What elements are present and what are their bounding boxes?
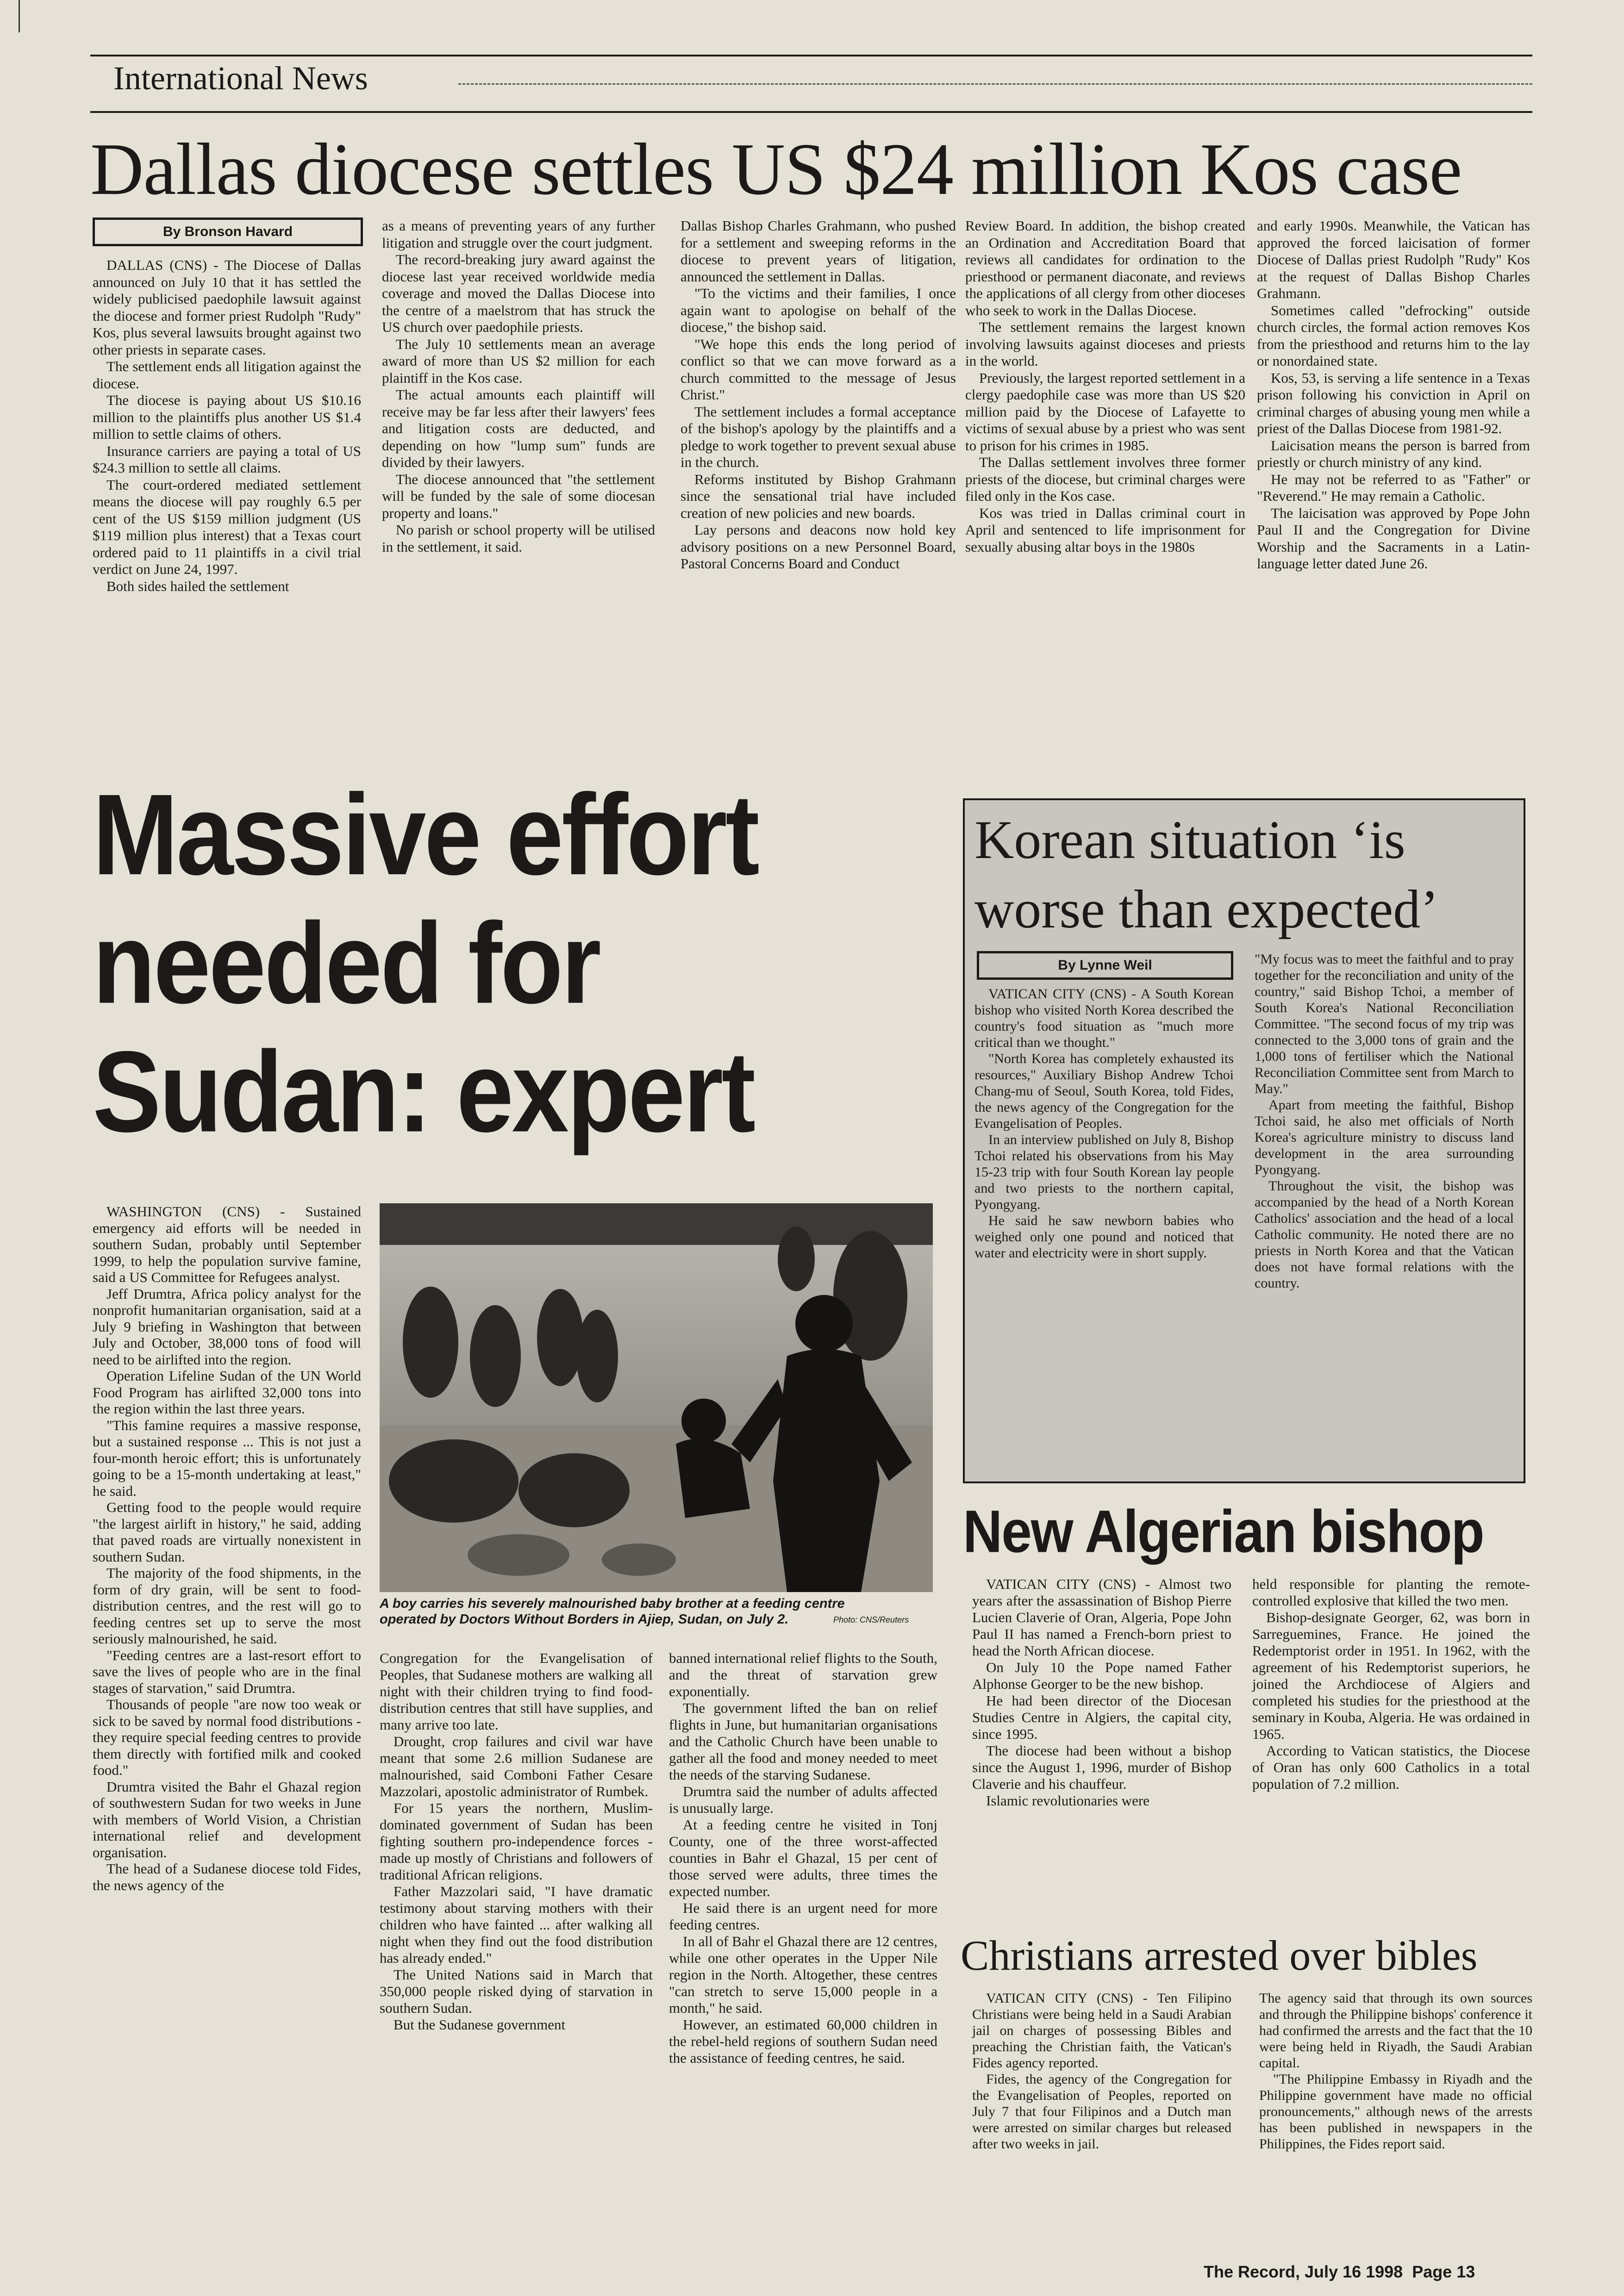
sudan-headline-line-3: Sudan: expert [93,1027,754,1157]
paragraph: Fides, the agency of the Congregation for the Evangelisation of Peoples, reported on July 7 that four Filipinos and a Dutch man were arrested on similar charges but released after two weeks in jail. [972,2072,1231,2152]
fold-mark [0,0,20,32]
paragraph: Thousands of people "are now too weak or sick to be saved by normal food distributions - they require special feeding centres to provide them directly with fortified milk and cooked food." [93,1696,361,1778]
paragraph: Operation Lifeline Sudan of the UN World Food Program has airlifted 32,000 tons into the region within the last three years. [93,1368,361,1417]
paragraph: WASHINGTON (CNS) - Sustained emergency aid efforts will be needed in southern Sudan, probably until September 1999, to help the population survive famine, said a US Committee for Refugees analyst. [93,1203,361,1285]
korea-column-1 [974,986,1234,1261]
paragraph: "We hope this ends the long period of conflict so that we can move forward as a church committed to the message of Jesus Christ." [681,336,956,403]
paragraph: But the Sudanese government [394,2016,566,2033]
paragraph: Getting food to the people would require "the largest airlift in history," he said, adding that paved roads are virtually nonexistent in southern Sudan. [93,1499,361,1565]
algeria-column-1 [972,1576,1231,1809]
bibles-column-1 [972,1990,1231,2152]
kos-column-5 [1257,218,1530,572]
paragraph: On July 10 the Pope named Father Alphonse Georger to be the new bishop. [972,1659,1231,1692]
kos-column-3 [681,218,956,572]
paragraph: "My focus was to meet the faithful and to pray together for the reconciliation and unity of the country," said Bishop Tchoi, a member of South Korea's National Reconciliation Committee. "The second focus of my trip was connected to the 3,000 tons of grain and the 1,000 tons of fertiliser which the National Reconciliation Committee sent from March to May." [1255,952,1514,1096]
paragraph: Insurance carriers are paying a total of US $24.3 million to settle all claims. [93,442,361,476]
korea-headline [974,805,1521,944]
paragraph: DALLAS (CNS) - The Diocese of Dallas announced on July 10 that it has settled the widely publicised paedophile lawsuit against the diocese and former priest Rudolph "Rudy" Kos, plus several lawsuits brought against two other priests in separate cases. [93,257,361,358]
section-dashed-rule [458,83,1532,85]
kos-byline: By Bronson Havard [93,218,363,246]
paragraph: Both sides hailed the settlement [106,578,289,594]
paragraph: Jeff Drumtra, Africa policy analyst for the nonprofit humanitarian organisation, said at a July 9 briefing in Washington that between July and October, 38,000 tons of food will need to be airlifted into the region. [93,1285,361,1368]
paragraph: The actual amounts each plaintiff will receive may be far less after their lawyers' fees and litigation costs are deducted, and depending on how "lump sum" funds are divided by their lawyers. [382,386,655,470]
paragraph: At a feeding centre he visited in Tonj County, one of the three worst-affected counties in Bahr el Ghazal, 15 per cent of those served were adults, three times the expected number. [669,1817,937,1899]
paragraph: The court-ordered mediated settlement means the diocese will pay roughly 6.5 per cent of the US $159 million judgment (US $119 million plus interest) that a Texas court ordered paid to 11 plaintiffs in a civil trial verdict on June 24, 1997. [93,476,361,577]
paragraph: He said there is an urgent need for more feeding centres. [669,1900,937,1933]
paragraph: banned international relief flights to the South, and the threat of starvation grew exponentially. [669,1650,937,1699]
paragraph: "This famine requires a massive response, but a sustained response ... This is not just a four-month heroic effort; this is unfortunately going to be a 15-month undertaking at least," he said. [93,1417,361,1499]
paragraph: He may not be referred to as "Father" or "Reverend." He may remain a Catholic. [1257,471,1530,504]
paragraph: Kos, 53, is serving a life sentence in a Texas prison following his conviction in April on criminal charges of abusing young men while a priest of the Dallas Diocese from 1981-92. [1257,369,1530,436]
paragraph: The government lifted the ban on relief flights in June, but humanitarian organisations and the Catholic Church have been unable to gather all the food and money needed to meet the needs of the starving Sudanese. [669,1700,937,1783]
paragraph: Previously, the largest reported settlement in a clergy paedophile case was more than US $20 million paid by the Diocese of Lafayette to victims of sexual abuse by a priest who was sent to prison for his crimes in 1985. [965,369,1245,454]
paragraph: Drumtra said the number of adults affected is unusually large. [669,1783,937,1816]
algeria-column-2 [1252,1576,1530,1792]
photo-caption: A boy carries his severely malnourished baby brother at a feeding centre operated by Doctors Without Borders in Ajiep, Sudan, on July 2. [380,1596,845,1627]
paragraph: VATICAN CITY (CNS) - Almost two years after the assassination of Bishop Pierre Lucien Claverie of Oran, Algeria, Pope John Paul II has named a French-born priest to head the North African diocese. [972,1576,1231,1659]
bibles-headline: Christians arrested over bibles [961,1932,1478,1979]
paragraph: The diocese announced that "the settlement will be funded by the sale of some diocesan property and loans." [382,471,655,521]
paragraph: Drought, crop failures and civil war have meant that some 2.6 million Sudanese are malnourished, said Comboni Father Cesare Mazzolari, apostolic administrator of Rumbek. [380,1733,653,1799]
paragraph: The settlement remains the largest known involving lawsuits against dioceses and priests in the world. [965,319,1245,369]
photo-refugee-child-icon [380,1203,933,1592]
paragraph: VATICAN CITY (CNS) - A South Korean bishop who visited North Korea described the country's food situation as "much more critical than we thought." [974,986,1234,1050]
paragraph: He said he saw newborn babies who weighed only one pound and noticed that water and electricity were in short supply. [974,1213,1234,1261]
paragraph: Throughout the visit, the bishop was accompanied by the head of a North Korean Catholics' association and the head of a local Catholic community. He noted there are no priests in North Korea and that the Vatican does not have formal relations with the country. [1255,1178,1514,1291]
sudan-photo [380,1203,933,1592]
paragraph: Father Mazzolari said, "I have dramatic testimony about starving mothers with their children who have fainted ... after walking all night when they find out the food distribution has already ended." [380,1883,653,1966]
paragraph: According to Vatican statistics, the Diocese of Oran has only 600 Catholics in a total population of 7.2 million. [1252,1742,1530,1792]
paragraph: The laicisation was approved by Pope John Paul II and the Congregation for Divine Worship and the Sacraments in a Latin-language letter dated June 26. [1257,504,1530,572]
paragraph: "To the victims and their families, I once again want to apologise on behalf of the diocese," the bishop said. [681,285,956,335]
paragraph: The settlement includes a formal acceptance of the bishop's apology by the plaintiffs and a pledge to work together to prevent sexual abuse in the church. [681,403,956,470]
sudan-column-2 [380,1650,653,2033]
kos-column-1 [93,257,361,595]
paragraph: Congregation for the Evangelisation of Peoples, that Sudanese mothers are walking all night with their children trying to find food-distribution centres that still have supplies, and many arrive too late. [380,1650,653,1733]
paragraph: The settlement ends all litigation against the diocese. [93,358,361,392]
paragraph: Islamic revolutionaries were [986,1792,1149,1809]
paragraph: Lay persons and deacons now hold key advisory positions on a new Personnel Board, Pastoral Concerns Board and Conduct [681,522,956,572]
paragraph: For 15 years the northern, Muslim-dominated government of Sudan has been fighting southern pro-independence forces - made up mostly of Christians and followers of traditional African religions. [380,1800,653,1883]
paragraph: Apart from meeting the faithful, Bishop Tchoi said, he also met officials of North Korea's agriculture ministry to discuss land development in the area surrounding Pyongyang. [1255,1097,1514,1177]
paragraph: Laicisation means the person is barred from priestly or church ministry of any kind. [1257,437,1530,470]
paragraph: and early 1990s. Meanwhile, the Vatican has approved the forced laicisation of former Diocese of Dallas priest Rudolph "Rudy" Kos at the request of Dallas Bishop Charles Grahmann. [1257,218,1530,301]
korea-byline: By Lynne Weil [977,951,1233,980]
korea-headline-line-1: Korean situation ‘is [974,809,1405,870]
paragraph: The majority of the food shipments, in the form of dry grain, will be sent to food-distribution centres, and the rest will go to feeding centres set up to serve the most seriously malnourished, he said. [93,1565,361,1647]
paragraph: The Dallas settlement involves three former priests of the diocese, but criminal charges were filed only in the Kos case. [965,454,1245,504]
paragraph: Bishop-designate Georger, 62, was born in Sarreguemines, France. He joined the Redemptorist order in 1951. In 1962, with the agreement of his Redemptorist superiors, he joined the Archdiocese of Algiers and completed his studies for the priesthood at the seminary in Kouba, Algeria. He was ordained in 1965. [1252,1609,1530,1742]
paragraph: Sometimes called "defrocking" outside church circles, the formal action removes Kos from the priesthood and returns him to the lay or nonordained state. [1257,302,1530,369]
paragraph: The head of a Sudanese diocese told Fides, the news agency of the [93,1860,361,1893]
korea-column-2 [1255,951,1514,1291]
paragraph: Drumtra visited the Bahr el Ghazal region of southwestern Sudan for two weeks in June with members of World Vision, a Christian international relief and development organisation. [93,1778,361,1860]
page-footer: The Record, July 16 1998 Page 13 [1204,2262,1475,2281]
paragraph: The diocese had been without a bishop since the August 1, 1996, murder of Bishop Claverie and his chauffeur. [972,1742,1231,1792]
paragraph: The United Nations said in March that 350,000 people risked dying of starvation in southern Sudan. [380,1966,653,2016]
paragraph: Reforms instituted by Bishop Grahmann since the sensational trial have included creation of new policies and new boards. [681,471,956,521]
photo-credit: Photo: CNS/Reuters [833,1615,909,1624]
paragraph: as a means of preventing years of any further litigation and struggle over the court judgment. [382,218,655,251]
paragraph: In an interview published on July 8, Bishop Tchoi related his observations from his May 15-23 trip with four South Korean lay people and two priests to the northern capital, Pyongyang. [974,1132,1234,1212]
paragraph: Kos was tried in Dallas criminal court in April and sentenced to life imprisonment for sexually abusing altar boys in the 1980s [965,504,1245,555]
algeria-headline: New Algerian bishop [963,1498,1484,1566]
paragraph: Review Board. In addition, the bishop created an Ordination and Accreditation Board that reviews all candidates for ordination to the priesthood or permanent diaconate, and reviews the applications of all clergy from other dioceses who seek to work in the Dallas Diocese. [965,218,1245,318]
paragraph: In all of Bahr el Ghazal there are 12 centres, while one other operates in the Upper Nile region in the North. Altogether, these centres "can stretch to serve 15,000 people in a month," he said. [669,1933,937,2016]
paragraph: The agency said that through its own sources and through the Philippine bishops' conference it had confirmed the arrests and the fact that the 10 were being held in Riyadh, the Saudi Arabian capital. [1259,1991,1532,2071]
paragraph: VATICAN CITY (CNS) - Ten Filipino Christians were being held in a Saudi Arabian jail on charges of possessing Bibles and preaching the Christian faith, the Vatican's Fides agency reported. [972,1991,1231,2071]
paragraph: However, an estimated 60,000 children in the rebel-held regions of southern Sudan need the assistance of feeding centres, he said. [669,2016,937,2066]
paragraph: "North Korea has completely exhausted its resources," Auxiliary Bishop Andrew Tchoi Chang-mu of Seoul, South Korea, told Fides, the news agency of the Congregation for the Evangelisation of Peoples. [974,1051,1234,1131]
paragraph: The diocese is paying about US $10.16 million to the plaintiffs plus another US $1.4 million to settle claims of others. [93,392,361,442]
paragraph: "Feeding centres are a last-resort effort to save the lives of people who are in the final stages of starvation," said Drumtra. [93,1647,361,1696]
paragraph: Dallas Bishop Charles Grahmann, who pushed for a settlement and sweeping reforms in the diocese to prevent years of litigation, announced the settlement in Dallas. [681,218,956,285]
sudan-headline [93,771,833,1156]
sudan-column-3 [669,1650,937,2066]
kos-column-2 [382,218,655,555]
bibles-column-2 [1259,1990,1532,2152]
paragraph: He had been director of the Diocesan Studies Centre in Algiers, the capital city, since 1995. [972,1692,1231,1742]
paragraph: The record-breaking jury award against the diocese last year received worldwide media coverage and moved the Dallas Diocese into the centre of a maelstrom that has struck the US church over paedophile priests. [382,251,655,335]
paragraph: held responsible for planting the remote-controlled explosive that killed the two men. [1252,1576,1530,1609]
kos-column-4 [965,218,1245,555]
paragraph: "The Philippine Embassy in Riyadh and the Philippine government have made no official pronouncements," although news of the arrests has been published in newspapers in the Philippines, the Fides report said. [1259,2072,1532,2152]
section-bottom-rule [90,111,1532,113]
kos-headline: Dallas diocese settles US $24 million Kos case [90,128,1462,210]
korea-headline-line-2: worse than expected’ [974,879,1439,940]
paragraph: The July 10 settlements mean an average award of more than US $2 million for each plaintiff in the Kos case. [382,336,655,386]
sudan-column-1 [93,1203,361,1893]
paragraph: No parish or school property will be utilised in the settlement, it said. [382,522,655,555]
sudan-headline-line-1: Massive effort [93,771,758,899]
section-label: International News [113,60,368,97]
sudan-headline-line-2: needed for [93,899,600,1028]
